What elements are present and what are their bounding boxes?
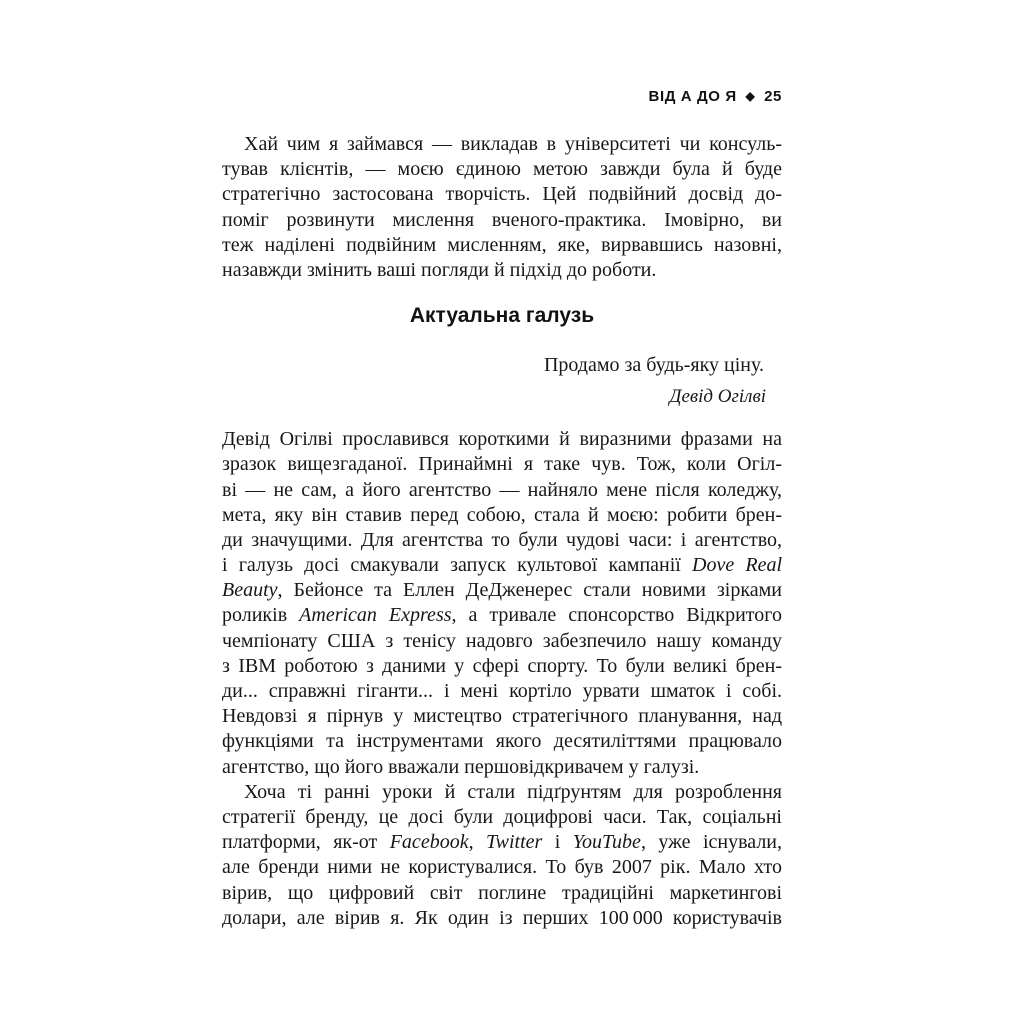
text-line: Хоча ті ранні уроки й стали підґрунтям для розроблення: [244, 780, 782, 803]
page-number: 25: [764, 88, 782, 105]
text-line: роликів American Express, а тривале спонсорство Відкритого: [222, 604, 782, 627]
text-line: Невдовзі я пірнув у мистецтво стратегічного планування, над: [222, 705, 782, 728]
text-line: чемпіонату США з тенісу надовго забезпечило нашу команду: [222, 629, 782, 652]
text-line: зразок вищезгаданої. Принаймні я таке чув. Тож, коли Огіл-: [222, 453, 782, 476]
text-line: стратегії бренду, це досі були доцифрові часи. Так, соціальні: [222, 805, 782, 828]
running-head-title: ВІД А ДО Я: [648, 88, 737, 105]
text-line: ди... справжні гіганти... і мені кортіло урвати шматок і собі.: [222, 680, 782, 702]
text-line: теж наділені подвійним мисленням, яке, вирвавшись назовні,: [222, 233, 782, 256]
text-line: мета, яку він ставив перед собою, стала й моєю: робити брен-: [222, 503, 782, 526]
text-line: долари, але вірив я. Як один із перших 100 000 користувачів: [222, 906, 782, 929]
text-line: агентство, що його вважали першовідкривачем у галузі.: [222, 755, 700, 778]
text-line: і галузь досі смакували запуск культової кампанії Dove Real: [222, 554, 782, 577]
text-line: ди значущими. Для агентства то були чудові часи: і агентство,: [222, 528, 782, 551]
paragraph-predigital: [222, 780, 782, 931]
diamond-separator-icon: ◆: [745, 89, 756, 103]
text-line: платформи, як-от Facebook, Twitter і YouTube, уже існували,: [222, 831, 782, 854]
text-line: ві — не сам, а його агентство — найняло мене після коледжу,: [222, 478, 782, 501]
text-line: Beauty, Бейонсе та Еллен ДеДженерес стали новими зірками: [222, 579, 782, 602]
text-line: вірив, що цифровий світ поглине традиційні маркетингові: [222, 881, 782, 904]
epigraph-author: Девід Огілві: [669, 386, 766, 408]
page-header: [222, 88, 782, 105]
epigraph-quote: Продамо за будь-яку ціну.: [543, 354, 764, 377]
section-heading: Актуальна галузь: [409, 304, 595, 328]
page-content: [222, 132, 782, 931]
text-line: функціями та інструментами якого десятиліттями працювало: [222, 730, 782, 753]
paragraph-intro: [222, 132, 782, 283]
paragraph-ogilvy: [222, 427, 782, 780]
text-line: стратегічно застосована творчість. Цей подвійний досвід до-: [222, 183, 782, 206]
text-line: поміг розвинути мислення вченого-практика. Імовірно, ви: [222, 208, 782, 231]
text-line: але бренди ними не користувалися. То був 2007 рік. Мало хто: [222, 856, 782, 879]
text-line: назавжди змінить ваші погляди й підхід до роботи.: [222, 258, 657, 281]
text-line: Девід Огілві прославився короткими й виразними фразами на: [222, 428, 782, 451]
text-line: з IBM роботою з даними у сфері спорту. То були великі брен-: [222, 654, 782, 677]
text-line: тував клієнтів, — моєю єдиною метою завжди була й буде: [222, 158, 782, 181]
text-line: Хай чим я займався — викладав в університеті чи консуль-: [244, 133, 782, 155]
